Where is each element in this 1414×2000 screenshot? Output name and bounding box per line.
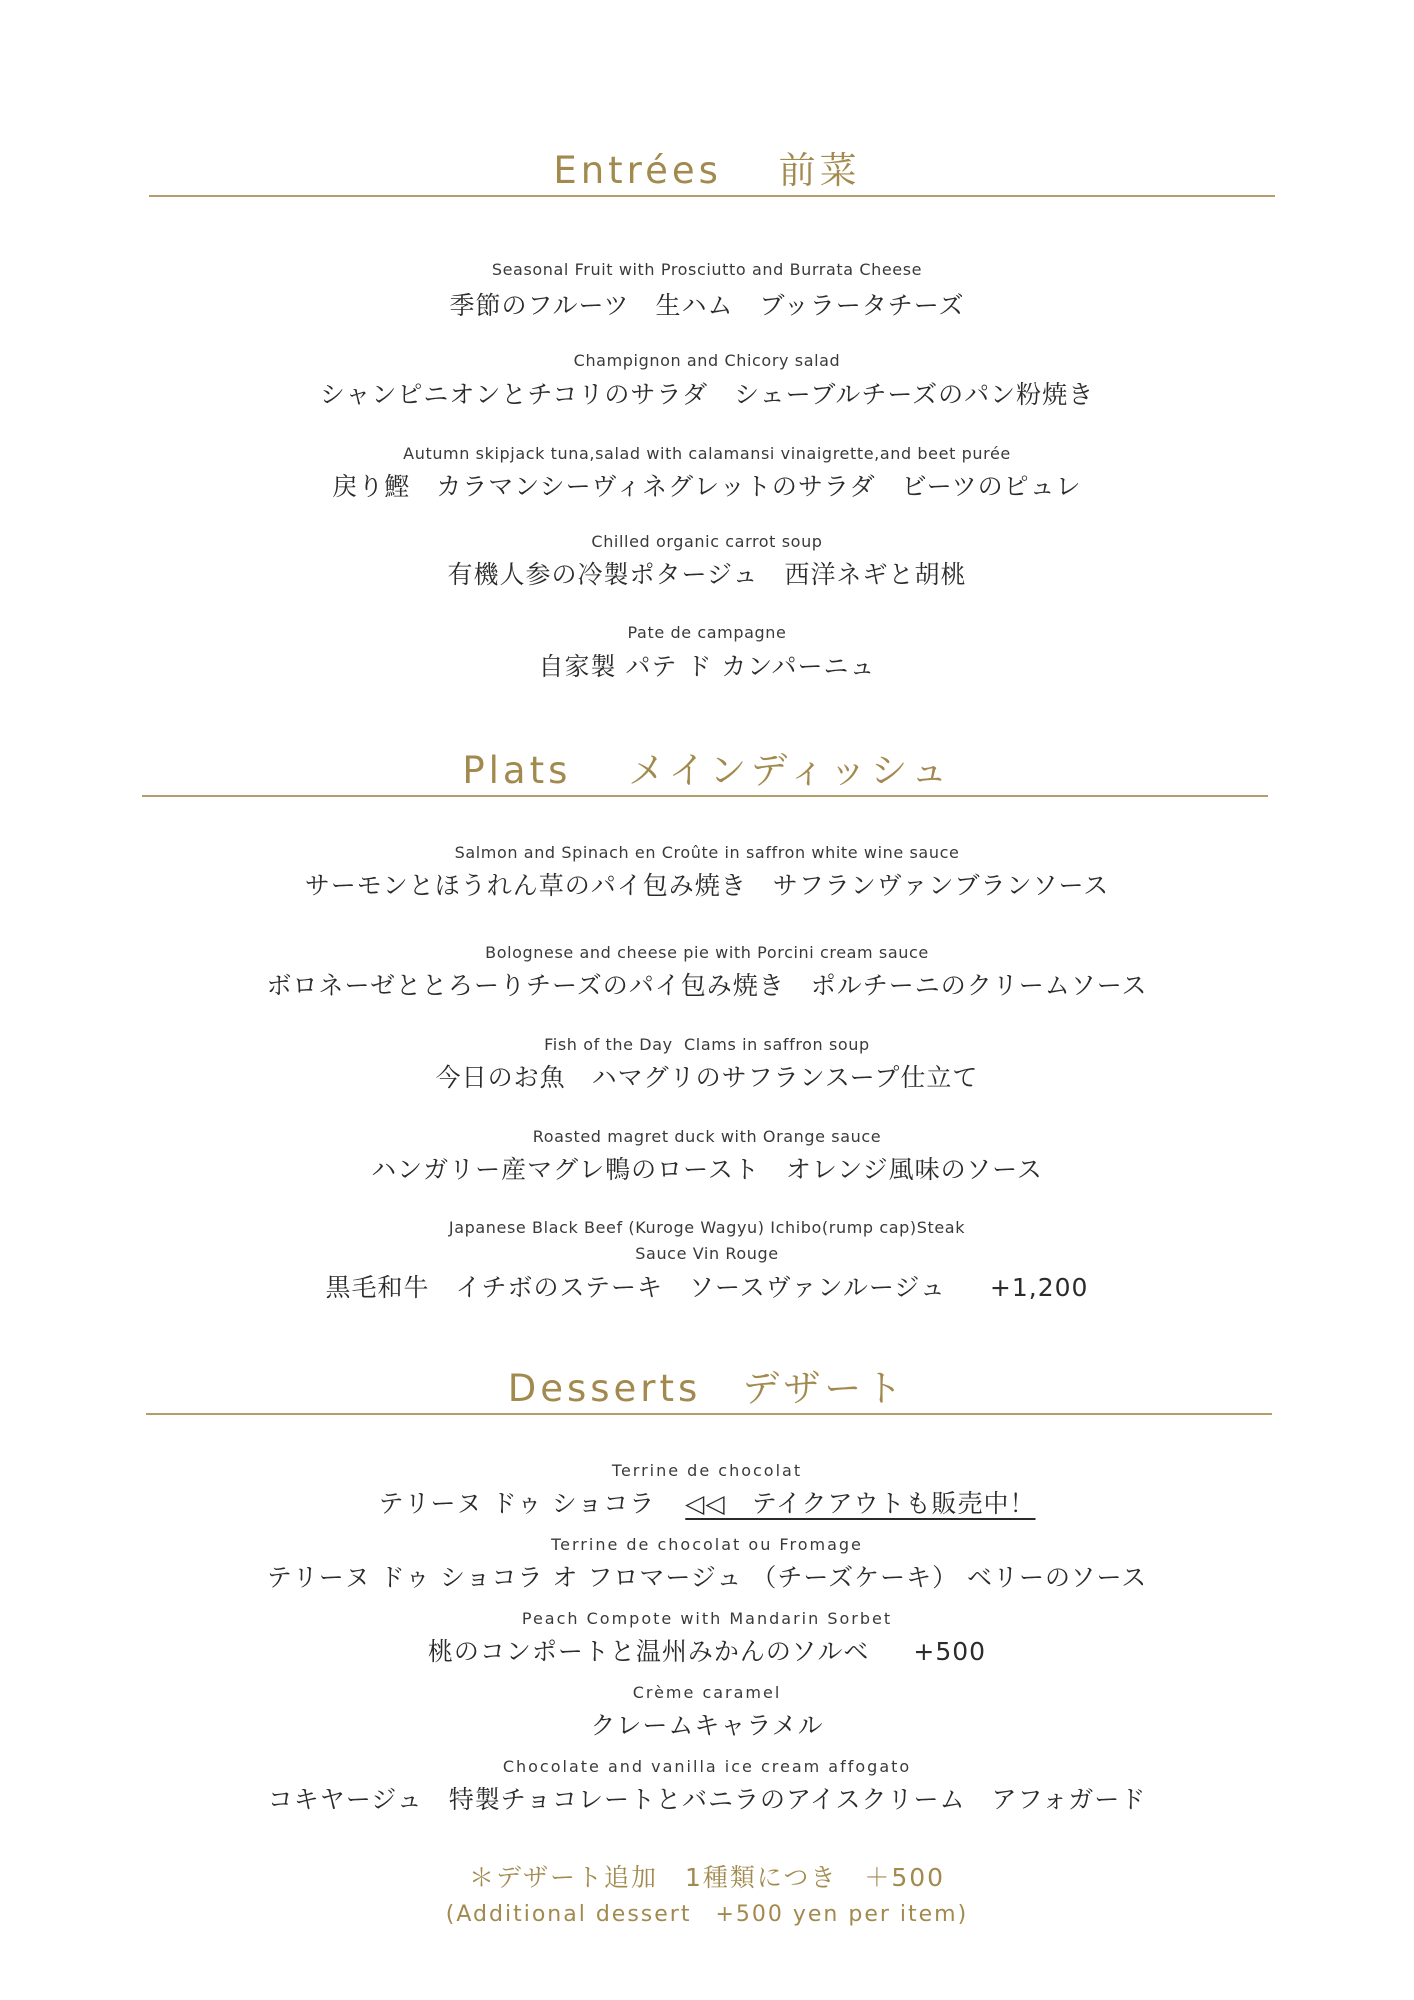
plat-2-japanese: ボロネーゼととろーりチーズのパイ包み焼き ポルチーニのクリームソース — [266, 971, 1148, 1000]
desserts-divider — [146, 1413, 1272, 1415]
entree-2-japanese: シャンピニオンとチコリのサラダ シェーブルチーズのパン粉焼き — [319, 380, 1095, 409]
entree-3-english: Autumn skipjack tuna,salad with calamansi vinaigrette,and beet purée — [403, 444, 1011, 463]
entrees-title: Entrées 前菜 — [553, 149, 861, 192]
entree-1-japanese: 季節のフルーツ 生ハム ブッラータチーズ — [449, 291, 965, 320]
entree-4-english: Chilled organic carrot soup — [591, 532, 823, 551]
plats-divider — [142, 795, 1268, 797]
entree-5-japanese: 自家製 パテ ド カンパーニュ — [538, 652, 876, 681]
plat-1-japanese: サーモンとほうれん草のパイ包み焼き サフランヴァンブランソース — [304, 871, 1110, 900]
dessert-3-price: +500 — [913, 1637, 987, 1666]
dessert-5-japanese: コキヤージュ 特製チョコレートとバニラのアイスクリーム アフォガード — [267, 1785, 1147, 1814]
entree-5-english: Pate de campagne — [627, 623, 787, 642]
dessert-3-japanese: 桃のコンポートと温州みかんのソルベ — [427, 1637, 870, 1666]
plat-5-japanese-line — [0, 1268, 1414, 1304]
plat-5-japanese: 黒毛和牛 イチボのステーキ ソースヴァンルージュ — [325, 1273, 946, 1302]
plat-5-english-sauce: Sauce Vin Rouge — [635, 1244, 779, 1263]
dessert-5-english: Chocolate and vanilla ice cream affogato — [502, 1757, 912, 1776]
entree-4-japanese: 有機人参の冷製ポタージュ 西洋ネギと胡桃 — [447, 560, 967, 589]
dessert-4-english: Crème caramel — [632, 1683, 782, 1702]
plat-3-english: Fish of the Day Clams in saffron soup — [544, 1035, 870, 1054]
plats-title: Plats メインディッシュ — [462, 749, 952, 792]
additional-dessert-note-english: (Additional dessert +500 yen per item) — [445, 1902, 969, 1927]
plat-4-english: Roasted magret duck with Orange sauce — [532, 1127, 882, 1146]
plat-5-english: Japanese Black Beef (Kuroge Wagyu) Ichibo(rump cap)Steak — [448, 1218, 966, 1237]
dessert-1-japanese-line — [0, 1484, 1414, 1520]
plat-2-english: Bolognese and cheese pie with Porcini cream sauce — [485, 943, 929, 962]
dessert-3-japanese-line — [0, 1632, 1414, 1668]
dessert-4-japanese: クレームキャラメル — [590, 1711, 824, 1740]
plat-1-english: Salmon and Spinach en Croûte in saffron white wine sauce — [454, 843, 960, 862]
plat-3-japanese: 今日のお魚 ハマグリのサフランスープ仕立て — [435, 1063, 979, 1092]
dessert-1-english: Terrine de chocolat — [611, 1461, 803, 1480]
entree-3-japanese: 戻り鰹 カラマンシーヴィネグレットのサラダ ビーツのピュレ — [332, 472, 1082, 501]
plat-4-japanese: ハンガリー産マグレ鴨のロースト オレンジ風味のソース — [371, 1155, 1043, 1184]
entree-2-english: Champignon and Chicory salad — [573, 351, 841, 370]
dessert-2-english: Terrine de chocolat ou Fromage — [551, 1535, 863, 1554]
desserts-title: Desserts デザート — [507, 1367, 907, 1410]
additional-dessert-note-japanese: ＊デザート追加 1種類につき ＋500 — [468, 1863, 946, 1892]
entrees-divider — [149, 195, 1275, 197]
dessert-2-japanese: テリーヌ ドゥ ショコラ オ フロマージュ （チーズケーキ） ベリーのソース — [266, 1563, 1148, 1592]
dessert-1-japanese: テリーヌ ドゥ ショコラ — [378, 1489, 656, 1518]
takeout-note: ◁◁ テイクアウトも販売中！ — [685, 1489, 1036, 1518]
entree-1-english: Seasonal Fruit with Prosciutto and Burrata Cheese — [491, 260, 923, 279]
dessert-3-english: Peach Compote with Mandarin Sorbet — [521, 1609, 893, 1628]
plat-5-price: +1,200 — [989, 1273, 1089, 1302]
